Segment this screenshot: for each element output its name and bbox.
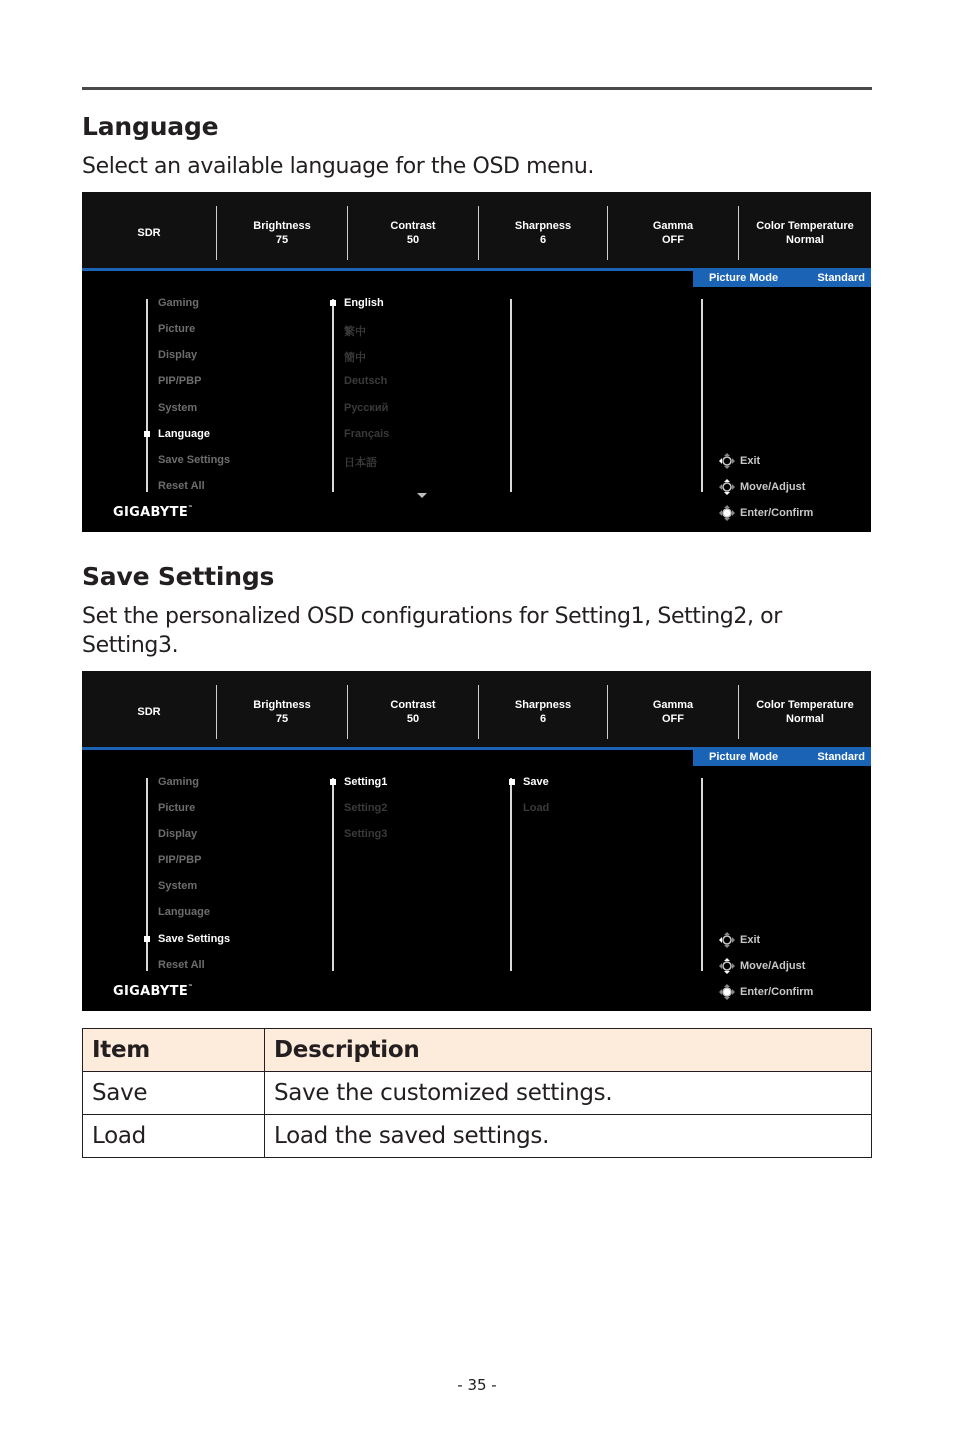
- osd-screenshot-save-settings: [82, 671, 871, 1011]
- joystick-updown-icon: [718, 478, 736, 496]
- gigabyte-logo: GIGABYTE™: [113, 505, 194, 520]
- hint-move-adjust: Move/Adjust: [718, 478, 805, 496]
- menu-item-system[interactable]: System: [158, 880, 198, 892]
- topbar-sharpness: Sharpness 6: [514, 699, 572, 725]
- topbar-sharpness: Sharpness 6: [514, 220, 572, 246]
- table-header-row: [83, 1029, 872, 1072]
- action-save[interactable]: Save: [523, 776, 549, 788]
- menu-item-display[interactable]: Display: [158, 349, 198, 361]
- selected-marker: [330, 779, 336, 785]
- osd-screenshot-language: [82, 192, 871, 532]
- setting-option-1[interactable]: Setting1: [344, 776, 388, 788]
- menu-item-pip-pbp[interactable]: PIP/PBP: [158, 854, 202, 866]
- topbar-brightness: Brightness 75: [253, 220, 311, 246]
- language-option-japanese[interactable]: 日本語: [344, 457, 377, 469]
- language-option-francais[interactable]: Français: [344, 428, 390, 440]
- table-cell-description: Load the saved settings.: [265, 1115, 872, 1158]
- selected-marker: [330, 300, 336, 306]
- scroll-down-arrow-icon[interactable]: [417, 493, 427, 498]
- action-load[interactable]: Load: [523, 802, 550, 814]
- description-table: [82, 1028, 872, 1158]
- menu-item-system[interactable]: System: [158, 402, 198, 414]
- language-option-deutsch[interactable]: Deutsch: [344, 375, 388, 387]
- picture-mode-tab: Picture Mode Standard: [693, 750, 871, 766]
- language-option-traditional-chinese[interactable]: 繁中: [344, 326, 366, 338]
- language-option-russian[interactable]: Русский: [344, 402, 389, 414]
- section-lead-language: Select an available language for the OSD menu.: [82, 154, 594, 179]
- hint-exit: Exit: [718, 452, 760, 470]
- selected-marker: [509, 779, 515, 785]
- table-row: [83, 1115, 872, 1158]
- setting-option-2[interactable]: Setting2: [344, 802, 388, 814]
- topbar-gamma: Gamma OFF: [652, 699, 694, 725]
- topbar-sdr: SDR: [137, 227, 161, 239]
- menu-item-gaming[interactable]: Gaming: [158, 297, 199, 309]
- hint-enter-confirm: Enter/Confirm: [718, 504, 813, 522]
- joystick-updown-icon: [718, 957, 736, 975]
- menu-item-display[interactable]: Display: [158, 828, 198, 840]
- table-cell-item: Save: [83, 1072, 265, 1115]
- joystick-press-icon: [718, 983, 736, 1001]
- menu-item-pip-pbp[interactable]: PIP/PBP: [158, 375, 202, 387]
- selected-marker: [144, 936, 150, 942]
- section-title-language: Language: [82, 112, 219, 141]
- menu-item-picture[interactable]: Picture: [158, 323, 196, 335]
- hint-enter-confirm: Enter/Confirm: [718, 983, 813, 1001]
- topbar-color-temperature: Color Temperature Normal: [756, 220, 854, 246]
- setting-option-3[interactable]: Setting3: [344, 828, 388, 840]
- table-header-item: Item: [83, 1029, 265, 1072]
- osd-topbar: [82, 192, 871, 268]
- menu-item-reset-all[interactable]: Reset All: [158, 959, 205, 971]
- section-lead-save-settings: Set the personalized OSD configurations for Setting1, Setting2, or Setting3.: [82, 604, 782, 658]
- menu-item-picture[interactable]: Picture: [158, 802, 196, 814]
- topbar-contrast: Contrast 50: [390, 699, 436, 725]
- picture-mode-tab: Picture Mode Standard: [693, 271, 871, 287]
- top-rule: [82, 87, 872, 90]
- language-option-english[interactable]: English: [344, 297, 384, 309]
- section-title-save-settings: Save Settings: [82, 562, 275, 591]
- menu-item-save-settings[interactable]: Save Settings: [158, 933, 231, 945]
- hint-move-adjust: Move/Adjust: [718, 957, 805, 975]
- table-header-description: Description: [265, 1029, 872, 1072]
- table-cell-item: Load: [83, 1115, 265, 1158]
- topbar-color-temperature: Color Temperature Normal: [756, 699, 854, 725]
- page-number: - 35 -: [457, 1376, 497, 1394]
- osd-topbar: [82, 671, 871, 747]
- hint-exit: Exit: [718, 931, 760, 949]
- joystick-left-icon: [718, 931, 736, 949]
- gigabyte-logo: GIGABYTE™: [113, 984, 194, 999]
- topbar-contrast: Contrast 50: [390, 220, 436, 246]
- menu-item-save-settings[interactable]: Save Settings: [158, 454, 231, 466]
- menu-item-language[interactable]: Language: [158, 906, 210, 918]
- table-row: [83, 1072, 872, 1115]
- menu-item-language[interactable]: Language: [158, 428, 210, 440]
- menu-item-gaming[interactable]: Gaming: [158, 776, 199, 788]
- menu-item-reset-all[interactable]: Reset All: [158, 480, 205, 492]
- language-option-simplified-chinese[interactable]: 簡中: [344, 352, 366, 364]
- table-cell-description: Save the customized settings.: [265, 1072, 872, 1115]
- topbar-brightness: Brightness 75: [253, 699, 311, 725]
- topbar-gamma: Gamma OFF: [652, 220, 694, 246]
- selected-marker: [144, 431, 150, 437]
- joystick-press-icon: [718, 504, 736, 522]
- topbar-sdr: SDR: [137, 706, 161, 718]
- joystick-left-icon: [718, 452, 736, 470]
